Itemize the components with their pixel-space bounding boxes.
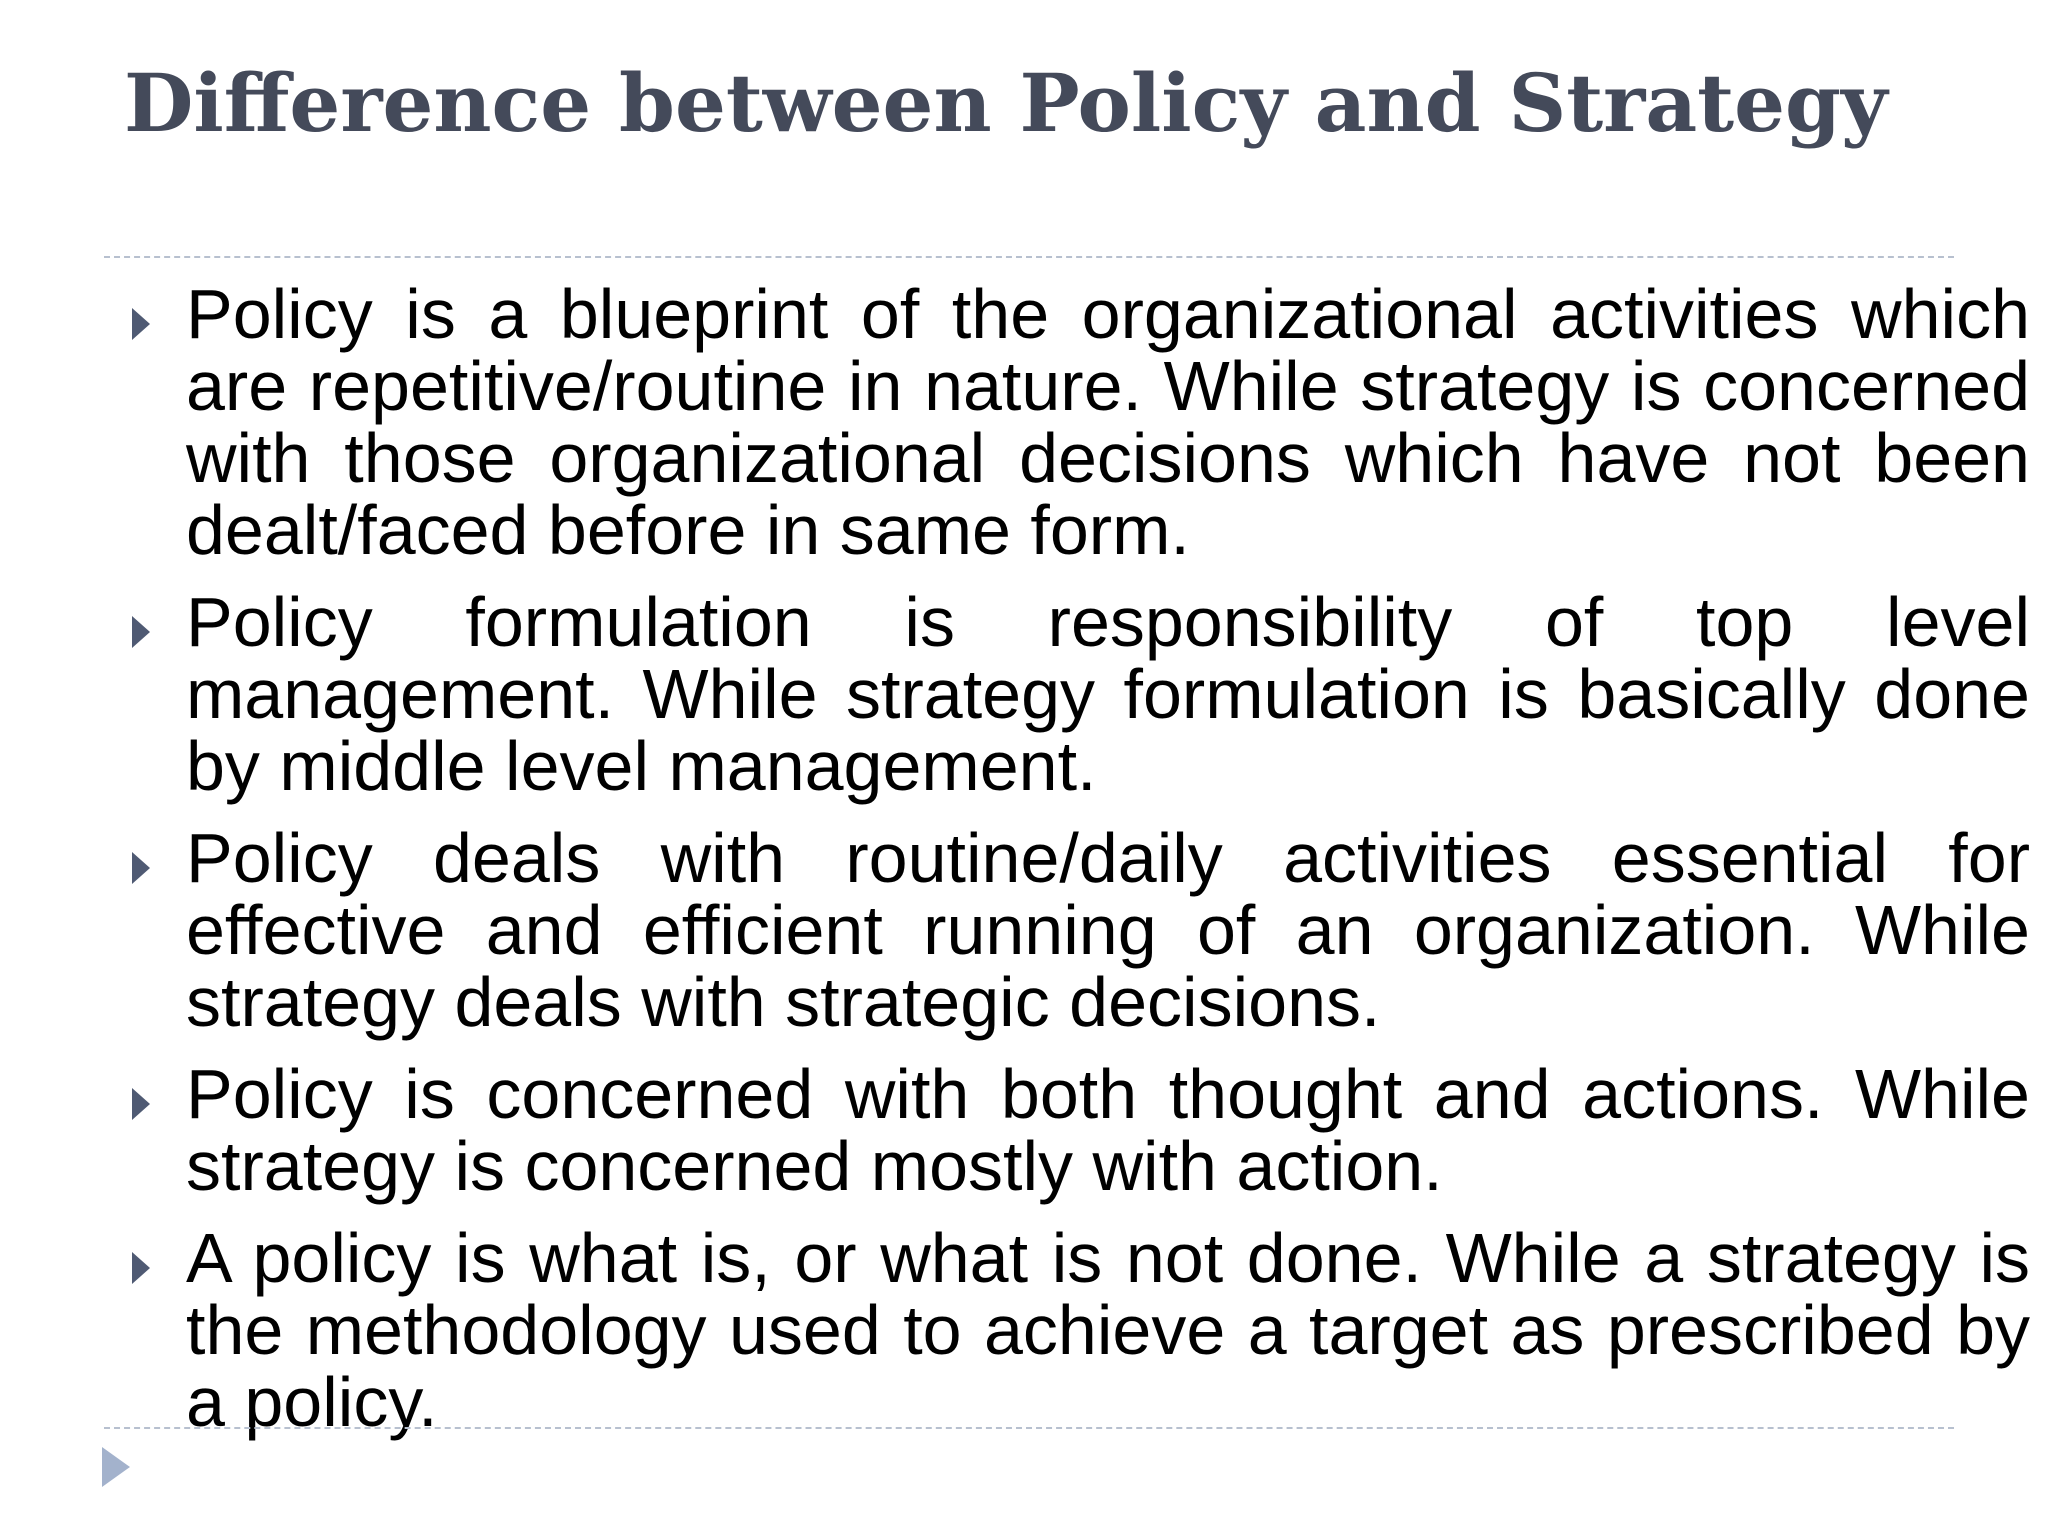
triangle-bullet-icon <box>132 1088 150 1120</box>
top-divider <box>104 256 1954 258</box>
bullet-text: Policy deals with routine/daily activities essential for effective and efficient running of an organization. While strategy deals with strategic decisions. <box>186 819 2030 1041</box>
bullet-list <box>124 275 2030 1458</box>
bullet-text: Policy is concerned with both thought and actions. While strategy is concerned mostly with action. <box>186 1055 2030 1205</box>
bullet-item-2 <box>124 583 2030 805</box>
bullet-text: A policy is what is, or what is not done. While a strategy is the methodology used to achieve a target as prescribed by a policy. <box>186 1219 2030 1441</box>
bullet-item-1 <box>124 275 2030 569</box>
bullet-item-5 <box>124 1219 2030 1441</box>
triangle-bullet-icon <box>132 852 150 884</box>
bottom-divider <box>104 1427 1954 1429</box>
triangle-bullet-icon <box>132 1252 150 1284</box>
bullet-text: Policy formulation is responsibility of top level management. While strategy formulation is basically done by middle level management. <box>186 583 2030 805</box>
play-triangle-icon <box>102 1447 130 1487</box>
triangle-bullet-icon <box>132 308 150 340</box>
bullet-text: Policy is a blueprint of the organizational activities which are repetitive/routine in nature. While strategy is concerned with those organizational decisions which have not been dealt/faced before in same form. <box>186 275 2030 569</box>
triangle-bullet-icon <box>132 616 150 648</box>
bullet-item-4 <box>124 1055 2030 1205</box>
bullet-item-3 <box>124 819 2030 1041</box>
slide-title: Difference between Policy and Strategy <box>124 56 1888 150</box>
